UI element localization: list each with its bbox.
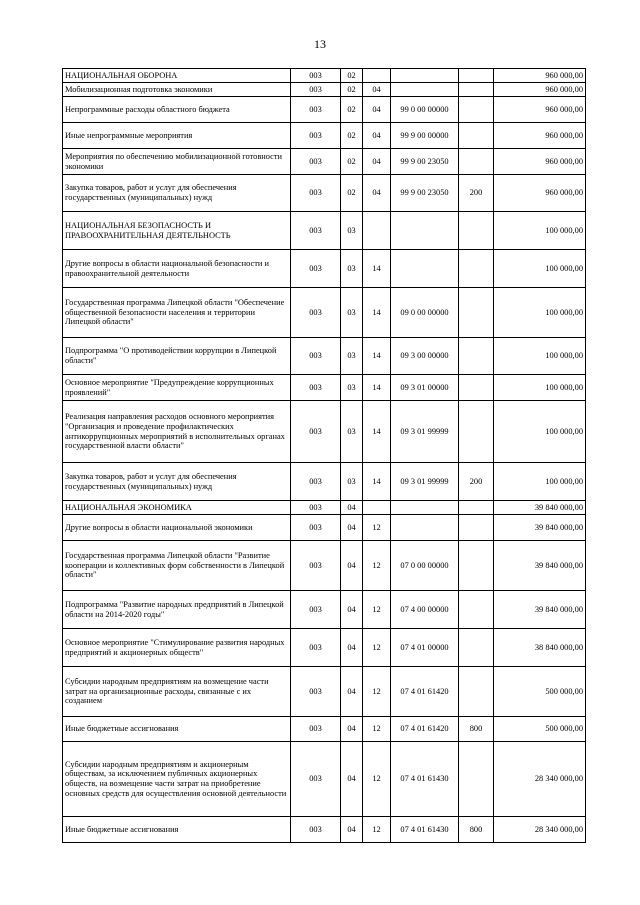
row-expense-type: 800 bbox=[459, 817, 494, 843]
row-ved: 003 bbox=[291, 717, 341, 742]
row-name: Субсидии народным предприятиям на возмещение части затрат на организационные расходы, связанные с их созданием bbox=[63, 667, 291, 717]
row-amount: 39 840 000,00 bbox=[494, 591, 586, 629]
table-row bbox=[63, 149, 586, 175]
row-name: НАЦИОНАЛЬНАЯ БЕЗОПАСНОСТЬ И ПРАВООХРАНИТЕЛЬНАЯ ДЕЯТЕЛЬНОСТЬ bbox=[63, 212, 291, 250]
row-expense-type: 200 bbox=[459, 463, 494, 501]
row-amount: 100 000,00 bbox=[494, 212, 586, 250]
table-row bbox=[63, 250, 586, 288]
row-name: Государственная программа Липецкой области "Обеспечение общественной безопасности населения и территории Липецкой области" bbox=[63, 288, 291, 338]
row-expense-type bbox=[459, 149, 494, 175]
row-subsection: 04 bbox=[363, 97, 391, 123]
row-expense-type bbox=[459, 97, 494, 123]
row-target-article: 09 3 01 99999 bbox=[391, 401, 459, 463]
row-amount: 100 000,00 bbox=[494, 288, 586, 338]
table-row bbox=[63, 123, 586, 149]
row-target-article: 07 4 01 00000 bbox=[391, 629, 459, 667]
row-amount: 500 000,00 bbox=[494, 717, 586, 742]
row-subsection: 12 bbox=[363, 591, 391, 629]
row-name: Основное мероприятие "Предупреждение коррупционных проявлений" bbox=[63, 375, 291, 401]
row-ved: 003 bbox=[291, 149, 341, 175]
row-expense-type bbox=[459, 83, 494, 97]
row-ved: 003 bbox=[291, 123, 341, 149]
row-section: 03 bbox=[341, 212, 363, 250]
table-row bbox=[63, 463, 586, 501]
row-amount: 960 000,00 bbox=[494, 83, 586, 97]
row-ved: 003 bbox=[291, 288, 341, 338]
row-ved: 003 bbox=[291, 742, 341, 817]
row-ved: 003 bbox=[291, 817, 341, 843]
row-expense-type bbox=[459, 541, 494, 591]
row-subsection: 04 bbox=[363, 149, 391, 175]
table-row bbox=[63, 501, 586, 515]
row-section: 02 bbox=[341, 83, 363, 97]
row-name: Подпрограмма "Развитие народных предприятий в Липецкой области на 2014-2020 годы" bbox=[63, 591, 291, 629]
row-target-article bbox=[391, 69, 459, 83]
row-amount: 100 000,00 bbox=[494, 401, 586, 463]
row-expense-type bbox=[459, 591, 494, 629]
table-row bbox=[63, 515, 586, 541]
row-ved: 003 bbox=[291, 375, 341, 401]
row-amount: 28 340 000,00 bbox=[494, 742, 586, 817]
row-target-article: 07 4 01 61430 bbox=[391, 817, 459, 843]
row-amount: 100 000,00 bbox=[494, 338, 586, 375]
row-amount: 960 000,00 bbox=[494, 149, 586, 175]
row-ved: 003 bbox=[291, 338, 341, 375]
table-row bbox=[63, 401, 586, 463]
row-subsection: 14 bbox=[363, 463, 391, 501]
row-section: 03 bbox=[341, 401, 363, 463]
row-section: 04 bbox=[341, 742, 363, 817]
row-target-article bbox=[391, 250, 459, 288]
row-section: 03 bbox=[341, 463, 363, 501]
row-subsection: 04 bbox=[363, 175, 391, 212]
row-ved: 003 bbox=[291, 83, 341, 97]
row-target-article: 09 3 01 00000 bbox=[391, 375, 459, 401]
row-ved: 003 bbox=[291, 629, 341, 667]
row-name: Государственная программа Липецкой области "Развитие кооперации и коллективных форм собственности в Липецкой области" bbox=[63, 541, 291, 591]
row-expense-type bbox=[459, 123, 494, 149]
row-ved: 003 bbox=[291, 667, 341, 717]
row-amount: 100 000,00 bbox=[494, 375, 586, 401]
row-name: Иные непрограммные мероприятия bbox=[63, 123, 291, 149]
row-subsection: 12 bbox=[363, 742, 391, 817]
row-target-article: 07 4 01 61420 bbox=[391, 717, 459, 742]
row-name: Иные бюджетные ассигнования bbox=[63, 817, 291, 843]
row-ved: 003 bbox=[291, 591, 341, 629]
row-ved: 003 bbox=[291, 463, 341, 501]
row-amount: 960 000,00 bbox=[494, 175, 586, 212]
row-subsection: 12 bbox=[363, 817, 391, 843]
row-ved: 003 bbox=[291, 175, 341, 212]
row-expense-type bbox=[459, 212, 494, 250]
row-section: 04 bbox=[341, 541, 363, 591]
row-amount: 100 000,00 bbox=[494, 250, 586, 288]
row-expense-type: 800 bbox=[459, 717, 494, 742]
row-target-article: 99 9 00 23050 bbox=[391, 175, 459, 212]
row-name: Иные бюджетные ассигнования bbox=[63, 717, 291, 742]
budget-table bbox=[62, 68, 586, 843]
row-target-article bbox=[391, 212, 459, 250]
row-target-article bbox=[391, 501, 459, 515]
row-ved: 003 bbox=[291, 212, 341, 250]
row-name: НАЦИОНАЛЬНАЯ ЭКОНОМИКА bbox=[63, 501, 291, 515]
row-ved: 003 bbox=[291, 515, 341, 541]
row-target-article: 07 4 00 00000 bbox=[391, 591, 459, 629]
row-amount: 39 840 000,00 bbox=[494, 541, 586, 591]
row-section: 03 bbox=[341, 250, 363, 288]
table-row bbox=[63, 338, 586, 375]
row-target-article: 07 4 01 61430 bbox=[391, 742, 459, 817]
row-section: 04 bbox=[341, 591, 363, 629]
row-name: Подпрограмма "О противодействии коррупции в Липецкой области" bbox=[63, 338, 291, 375]
table-row bbox=[63, 817, 586, 843]
row-expense-type bbox=[459, 338, 494, 375]
row-expense-type bbox=[459, 250, 494, 288]
row-target-article: 99 9 00 23050 bbox=[391, 149, 459, 175]
row-expense-type bbox=[459, 515, 494, 541]
row-target-article: 09 0 00 00000 bbox=[391, 288, 459, 338]
row-subsection: 14 bbox=[363, 338, 391, 375]
table-row bbox=[63, 742, 586, 817]
row-section: 02 bbox=[341, 97, 363, 123]
row-section: 04 bbox=[341, 501, 363, 515]
row-amount: 960 000,00 bbox=[494, 69, 586, 83]
row-section: 04 bbox=[341, 667, 363, 717]
row-name: Основное мероприятие "Стимулирование развития народных предприятий и акционерных обществ" bbox=[63, 629, 291, 667]
row-amount: 960 000,00 bbox=[494, 123, 586, 149]
row-expense-type bbox=[459, 375, 494, 401]
row-section: 02 bbox=[341, 149, 363, 175]
row-expense-type: 200 bbox=[459, 175, 494, 212]
table-row bbox=[63, 667, 586, 717]
row-subsection: 14 bbox=[363, 288, 391, 338]
row-subsection: 12 bbox=[363, 717, 391, 742]
row-subsection: 12 bbox=[363, 541, 391, 591]
row-name: Закупка товаров, работ и услуг для обеспечения государственных (муниципальных) нужд bbox=[63, 463, 291, 501]
row-ved: 003 bbox=[291, 501, 341, 515]
table-row bbox=[63, 83, 586, 97]
table-row bbox=[63, 541, 586, 591]
row-target-article: 99 0 00 00000 bbox=[391, 97, 459, 123]
row-subsection: 14 bbox=[363, 375, 391, 401]
row-section: 04 bbox=[341, 817, 363, 843]
row-name: НАЦИОНАЛЬНАЯ ОБОРОНА bbox=[63, 69, 291, 83]
row-name: Закупка товаров, работ и услуг для обеспечения государственных (муниципальных) нужд bbox=[63, 175, 291, 212]
row-section: 04 bbox=[341, 717, 363, 742]
row-ved: 003 bbox=[291, 69, 341, 83]
row-subsection: 14 bbox=[363, 401, 391, 463]
table-row bbox=[63, 629, 586, 667]
row-name: Мобилизационная подготовка экономики bbox=[63, 83, 291, 97]
row-subsection bbox=[363, 212, 391, 250]
row-amount: 500 000,00 bbox=[494, 667, 586, 717]
table-row bbox=[63, 288, 586, 338]
row-name: Субсидии народным предприятиям и акционерным обществам, за исключением публичных акционерных обществ, на возмещение части затрат на приобретение основных средств для осуществления основной деятельности bbox=[63, 742, 291, 817]
row-section: 02 bbox=[341, 69, 363, 83]
row-name: Мероприятия по обеспечению мобилизационной готовности экономики bbox=[63, 149, 291, 175]
table-body bbox=[63, 69, 586, 843]
table-row bbox=[63, 375, 586, 401]
row-target-article bbox=[391, 515, 459, 541]
row-target-article: 09 3 00 00000 bbox=[391, 338, 459, 375]
row-section: 04 bbox=[341, 515, 363, 541]
row-name: Другие вопросы в области национальной безопасности и правоохранительной деятельности bbox=[63, 250, 291, 288]
row-subsection: 04 bbox=[363, 123, 391, 149]
row-section: 03 bbox=[341, 375, 363, 401]
row-ved: 003 bbox=[291, 250, 341, 288]
row-expense-type bbox=[459, 667, 494, 717]
table-row bbox=[63, 212, 586, 250]
row-section: 02 bbox=[341, 123, 363, 149]
row-subsection bbox=[363, 69, 391, 83]
table-row bbox=[63, 175, 586, 212]
row-amount: 38 840 000,00 bbox=[494, 629, 586, 667]
row-subsection: 12 bbox=[363, 667, 391, 717]
row-name: Непрограммные расходы областного бюджета bbox=[63, 97, 291, 123]
row-target-article: 07 0 00 00000 bbox=[391, 541, 459, 591]
row-section: 03 bbox=[341, 288, 363, 338]
row-subsection bbox=[363, 501, 391, 515]
row-section: 03 bbox=[341, 338, 363, 375]
row-ved: 003 bbox=[291, 401, 341, 463]
row-expense-type bbox=[459, 288, 494, 338]
row-target-article bbox=[391, 83, 459, 97]
table-row bbox=[63, 717, 586, 742]
row-amount: 39 840 000,00 bbox=[494, 501, 586, 515]
page-number: 13 bbox=[314, 37, 326, 51]
row-subsection: 14 bbox=[363, 250, 391, 288]
table-row bbox=[63, 69, 586, 83]
row-expense-type bbox=[459, 742, 494, 817]
row-expense-type bbox=[459, 629, 494, 667]
row-ved: 003 bbox=[291, 541, 341, 591]
row-target-article: 99 9 00 00000 bbox=[391, 123, 459, 149]
row-subsection: 04 bbox=[363, 83, 391, 97]
row-subsection: 12 bbox=[363, 629, 391, 667]
row-amount: 28 340 000,00 bbox=[494, 817, 586, 843]
row-section: 04 bbox=[341, 629, 363, 667]
row-target-article: 07 4 01 61420 bbox=[391, 667, 459, 717]
row-target-article: 09 3 01 99999 bbox=[391, 463, 459, 501]
table-row bbox=[63, 97, 586, 123]
row-ved: 003 bbox=[291, 97, 341, 123]
row-expense-type bbox=[459, 501, 494, 515]
row-name: Другие вопросы в области национальной экономики bbox=[63, 515, 291, 541]
table-row bbox=[63, 591, 586, 629]
row-subsection: 12 bbox=[363, 515, 391, 541]
row-section: 02 bbox=[341, 175, 363, 212]
row-amount: 39 840 000,00 bbox=[494, 515, 586, 541]
row-expense-type bbox=[459, 401, 494, 463]
row-name: Реализация направления расходов основного мероприятия "Организация и проведение профилактических антикоррупционных мероприятий в исполнительных органах государственной власти области" bbox=[63, 401, 291, 463]
row-amount: 100 000,00 bbox=[494, 463, 586, 501]
row-expense-type bbox=[459, 69, 494, 83]
row-amount: 960 000,00 bbox=[494, 97, 586, 123]
